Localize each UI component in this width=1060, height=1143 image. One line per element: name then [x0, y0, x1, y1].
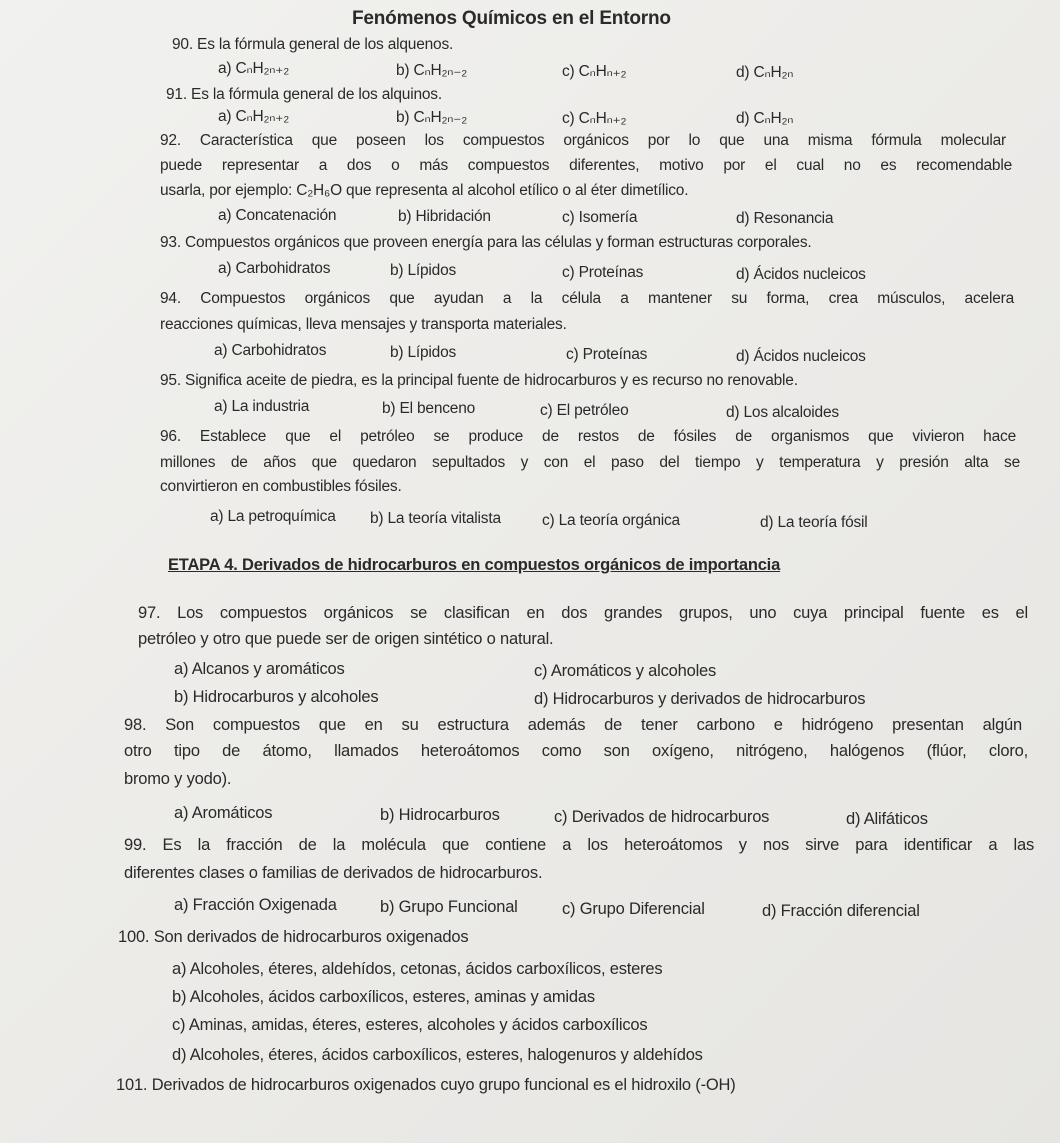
- option-97a: a) Alcanos y aromáticos: [174, 660, 345, 678]
- option-90a: a) CₙH₂ₙ₊₂: [218, 60, 290, 77]
- option-94b: b) Lípidos: [390, 344, 457, 361]
- option-93a: a) Carbohidratos: [218, 260, 331, 277]
- option-94c: c) Proteínas: [566, 346, 648, 363]
- question-92-line3: usarla, por ejemplo: C₂H₆O que representa al alcohol etílico o al éter dimetílico.: [160, 182, 689, 199]
- question-94-line1: 94. Compuestos orgánicos que ayudan a la célula a mantener su forma, crea músculos, acelera: [160, 290, 1014, 307]
- option-98d: d) Alifáticos: [846, 810, 928, 828]
- option-91b: b) CₙH₂ₙ₋₂: [396, 109, 468, 126]
- question-98-line1: 98. Son compuestos que en su estructura además de tener carbono e hidrógeno presentan algún: [124, 716, 1022, 734]
- question-99-line1: 99. Es la fracción de la molécula que contiene a los heteroátomos y nos sirve para identificar a las: [124, 836, 1034, 854]
- question-94-line2: reacciones químicas, lleva mensajes y transporta materiales.: [160, 316, 567, 333]
- option-99c: c) Grupo Diferencial: [562, 900, 705, 918]
- question-93: 93. Compuestos orgánicos que proveen energía para las células y forman estructuras corporales.: [160, 234, 812, 251]
- option-99d: d) Fracción diferencial: [762, 902, 920, 920]
- option-98c: c) Derivados de hidrocarburos: [554, 808, 770, 826]
- option-91d: d) CₙH₂ₙ: [736, 110, 794, 127]
- question-98-line2: otro tipo de átomo, llamados heteroátomos como son oxígeno, nitrógeno, halógenos (flúor, cloro,: [124, 742, 1028, 760]
- question-101: 101. Derivados de hidrocarburos oxigenados cuyo grupo funcional es el hidroxilo (-OH): [116, 1076, 736, 1094]
- question-98-line3: bromo y yodo).: [124, 770, 232, 788]
- option-96a: a) La petroquímica: [210, 508, 336, 525]
- option-94a: a) Carbohidratos: [214, 342, 327, 359]
- section-heading: ETAPA 4. Derivados de hidrocarburos en compuestos orgánicos de importancia: [168, 556, 781, 574]
- option-100b: b) Alcoholes, ácidos carboxílicos, esteres, aminas y amidas: [172, 988, 595, 1006]
- option-90c: c) CₙHₙ₊₂: [562, 63, 627, 80]
- option-92b: b) Hibridación: [398, 208, 491, 225]
- option-97c: c) Aromáticos y alcoholes: [534, 662, 717, 680]
- option-95a: a) La industria: [214, 398, 310, 415]
- option-98a: a) Aromáticos: [174, 804, 273, 822]
- question-91: 91. Es la fórmula general de los alquinos.: [166, 86, 442, 103]
- option-96d: d) La teoría fósil: [760, 514, 868, 531]
- option-93d: d) Ácidos nucleicos: [736, 266, 866, 283]
- question-97-line1: 97. Los compuestos orgánicos se clasifican en dos grandes grupos, uno cuya principal fuente es el: [138, 604, 1028, 622]
- option-92d: d) Resonancia: [736, 210, 834, 227]
- option-90b: b) CₙH₂ₙ₋₂: [396, 62, 468, 79]
- question-100: 100. Son derivados de hidrocarburos oxigenados: [118, 928, 469, 946]
- option-100a: a) Alcoholes, éteres, aldehídos, cetonas, ácidos carboxílicos, esteres: [172, 960, 663, 978]
- option-100d: d) Alcoholes, éteres, ácidos carboxílicos, esteres, halogenuros y aldehídos: [172, 1046, 703, 1064]
- option-97b: b) Hidrocarburos y alcoholes: [174, 688, 379, 706]
- option-99b: b) Grupo Funcional: [380, 898, 518, 916]
- page-title: Fenómenos Químicos en el Entorno: [352, 8, 671, 29]
- option-100c: c) Aminas, amidas, éteres, esteres, alcoholes y ácidos carboxílicos: [172, 1016, 648, 1034]
- question-96-line2: millones de años que quedaron sepultados y con el paso del tiempo y temperatura y presión alta se: [160, 454, 1020, 471]
- option-96b: b) La teoría vitalista: [370, 510, 501, 527]
- question-99-line2: diferentes clases o familias de derivados de hidrocarburos.: [124, 864, 543, 882]
- question-90: 90. Es la fórmula general de los alquenos.: [172, 36, 454, 53]
- question-96-line3: convirtieron en combustibles fósiles.: [160, 478, 402, 495]
- question-96-line1: 96. Establece que el petróleo se produce de restos de fósiles de organismos que vivieron hace: [160, 428, 1016, 445]
- question-92-line1: 92. Característica que poseen los compuestos orgánicos por lo que una misma fórmula molecular: [160, 132, 1006, 149]
- option-98b: b) Hidrocarburos: [380, 806, 500, 824]
- question-95: 95. Significa aceite de piedra, es la principal fuente de hidrocarburos y es recurso no renovable.: [160, 372, 798, 389]
- option-95d: d) Los alcaloides: [726, 404, 839, 421]
- option-91c: c) CₙHₙ₊₂: [562, 110, 627, 127]
- option-97d: d) Hidrocarburos y derivados de hidrocarburos: [534, 690, 866, 708]
- option-95c: c) El petróleo: [540, 402, 629, 419]
- question-97-line2: petróleo y otro que puede ser de origen sintético o natural.: [138, 630, 554, 648]
- option-95b: b) El benceno: [382, 400, 476, 417]
- option-90d: d) CₙH₂ₙ: [736, 64, 794, 81]
- option-93c: c) Proteínas: [562, 264, 644, 281]
- option-94d: d) Ácidos nucleicos: [736, 348, 866, 365]
- option-99a: a) Fracción Oxigenada: [174, 896, 337, 914]
- option-92a: a) Concatenación: [218, 207, 337, 224]
- question-92-line2: puede representar a dos o más compuestos diferentes, motivo por el cual no es recomendable: [160, 157, 1012, 174]
- option-91a: a) CₙH₂ₙ₊₂: [218, 108, 290, 125]
- option-92c: c) Isomería: [562, 209, 638, 226]
- option-96c: c) La teoría orgánica: [542, 512, 680, 529]
- option-93b: b) Lípidos: [390, 262, 457, 279]
